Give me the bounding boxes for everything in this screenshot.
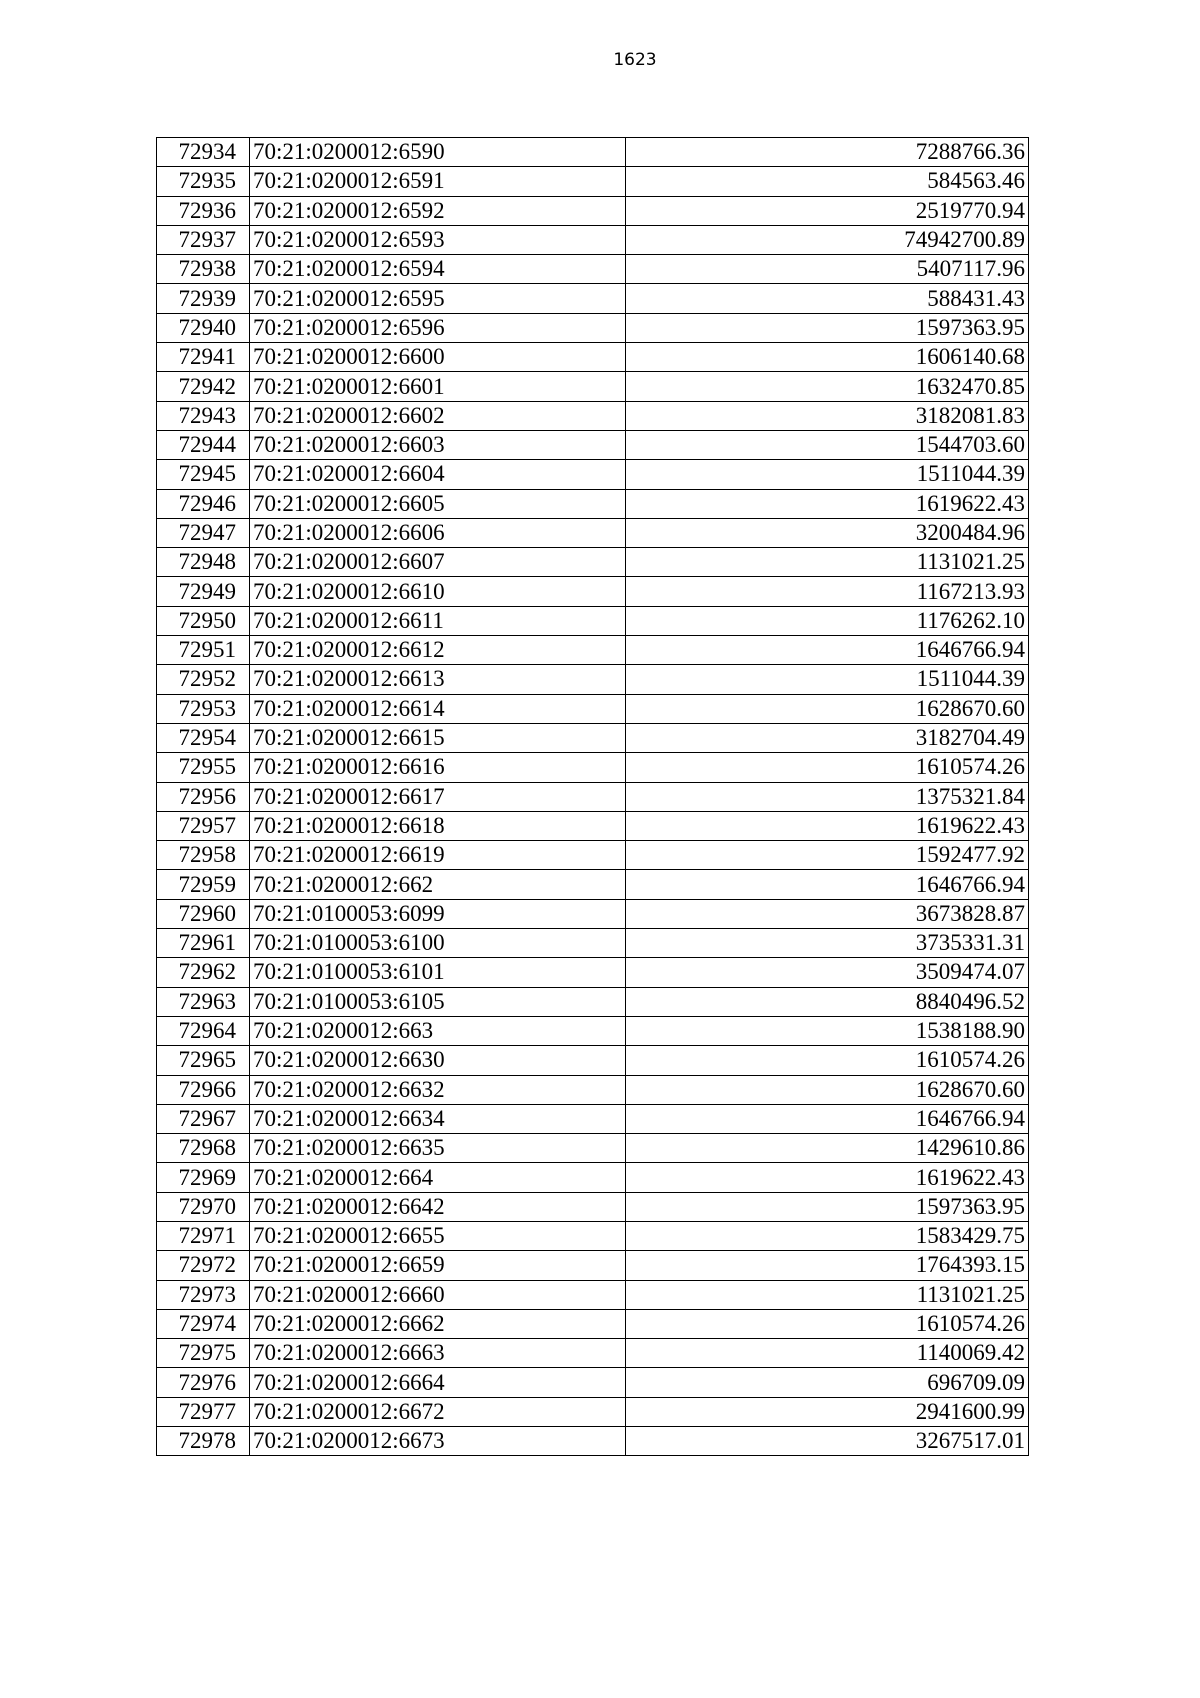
table-row	[157, 1251, 1029, 1280]
table-row	[157, 1134, 1029, 1163]
row-number-cell: 72938	[157, 255, 250, 284]
value-cell: 1597363.95	[626, 313, 1029, 342]
row-number-cell: 72964	[157, 1016, 250, 1045]
table-row	[157, 313, 1029, 342]
row-number-cell: 72936	[157, 196, 250, 225]
table-row	[157, 1339, 1029, 1368]
value-cell: 2941600.99	[626, 1397, 1029, 1426]
table-row	[157, 811, 1029, 840]
value-cell: 1606140.68	[626, 343, 1029, 372]
value-cell: 1176262.10	[626, 606, 1029, 635]
row-number-cell: 72978	[157, 1427, 250, 1456]
table-row	[157, 225, 1029, 254]
page-number: 1623	[613, 50, 657, 70]
table-row	[157, 929, 1029, 958]
row-number-cell: 72935	[157, 167, 250, 196]
value-cell: 3182704.49	[626, 723, 1029, 752]
table-row	[157, 167, 1029, 196]
value-cell: 1628670.60	[626, 1075, 1029, 1104]
value-cell: 1538188.90	[626, 1016, 1029, 1045]
cadastral-number-cell: 70:21:0200012:6592	[250, 196, 626, 225]
value-cell: 1167213.93	[626, 577, 1029, 606]
cadastral-number-cell: 70:21:0200012:6615	[250, 723, 626, 752]
cadastral-number-cell: 70:21:0200012:6590	[250, 138, 626, 167]
value-cell: 1619622.43	[626, 811, 1029, 840]
value-cell: 1511044.39	[626, 460, 1029, 489]
value-cell: 1544703.60	[626, 430, 1029, 459]
value-cell: 3200484.96	[626, 518, 1029, 547]
value-cell: 74942700.89	[626, 225, 1029, 254]
table-row	[157, 1309, 1029, 1338]
value-cell: 1619622.43	[626, 1163, 1029, 1192]
table-row	[157, 460, 1029, 489]
cadastral-value-table	[156, 137, 1029, 1456]
value-cell: 1610574.26	[626, 1309, 1029, 1338]
cadastral-number-cell: 70:21:0200012:6618	[250, 811, 626, 840]
row-number-cell: 72960	[157, 899, 250, 928]
value-cell: 584563.46	[626, 167, 1029, 196]
value-cell: 1610574.26	[626, 1046, 1029, 1075]
table-row	[157, 1192, 1029, 1221]
value-cell: 1429610.86	[626, 1134, 1029, 1163]
table-row	[157, 255, 1029, 284]
row-number-cell: 72959	[157, 870, 250, 899]
row-number-cell: 72965	[157, 1046, 250, 1075]
row-number-cell: 72957	[157, 811, 250, 840]
row-number-cell: 72953	[157, 694, 250, 723]
cadastral-number-cell: 70:21:0200012:6672	[250, 1397, 626, 1426]
row-number-cell: 72948	[157, 548, 250, 577]
table-row	[157, 841, 1029, 870]
row-number-cell: 72976	[157, 1368, 250, 1397]
value-cell: 3267517.01	[626, 1427, 1029, 1456]
table-row	[157, 138, 1029, 167]
row-number-cell: 72970	[157, 1192, 250, 1221]
table-row	[157, 1104, 1029, 1133]
value-cell: 7288766.36	[626, 138, 1029, 167]
table-row	[157, 1163, 1029, 1192]
table-row	[157, 1221, 1029, 1250]
value-cell: 1646766.94	[626, 636, 1029, 665]
row-number-cell: 72977	[157, 1397, 250, 1426]
row-number-cell: 72972	[157, 1251, 250, 1280]
cadastral-number-cell: 70:21:0200012:6617	[250, 782, 626, 811]
row-number-cell: 72966	[157, 1075, 250, 1104]
cadastral-number-cell: 70:21:0200012:6606	[250, 518, 626, 547]
table-row	[157, 401, 1029, 430]
table-row	[157, 518, 1029, 547]
table-row	[157, 899, 1029, 928]
value-cell: 8840496.52	[626, 987, 1029, 1016]
cadastral-number-cell: 70:21:0200012:6604	[250, 460, 626, 489]
cadastral-number-cell: 70:21:0200012:6600	[250, 343, 626, 372]
table-row	[157, 1280, 1029, 1309]
row-number-cell: 72962	[157, 958, 250, 987]
value-cell: 1619622.43	[626, 489, 1029, 518]
value-cell: 2519770.94	[626, 196, 1029, 225]
value-cell: 588431.43	[626, 284, 1029, 313]
cadastral-number-cell: 70:21:0200012:6664	[250, 1368, 626, 1397]
row-number-cell: 72945	[157, 460, 250, 489]
cadastral-number-cell: 70:21:0200012:6605	[250, 489, 626, 518]
row-number-cell: 72954	[157, 723, 250, 752]
cadastral-number-cell: 70:21:0200012:6612	[250, 636, 626, 665]
row-number-cell: 72934	[157, 138, 250, 167]
row-number-cell: 72941	[157, 343, 250, 372]
table-row	[157, 987, 1029, 1016]
row-number-cell: 72949	[157, 577, 250, 606]
cadastral-number-cell: 70:21:0200012:663	[250, 1016, 626, 1045]
cadastral-number-cell: 70:21:0200012:6673	[250, 1427, 626, 1456]
row-number-cell: 72956	[157, 782, 250, 811]
cadastral-number-cell: 70:21:0200012:6602	[250, 401, 626, 430]
value-cell: 3509474.07	[626, 958, 1029, 987]
cadastral-number-cell: 70:21:0200012:6603	[250, 430, 626, 459]
row-number-cell: 72950	[157, 606, 250, 635]
row-number-cell: 72963	[157, 987, 250, 1016]
table-row	[157, 430, 1029, 459]
table-row	[157, 343, 1029, 372]
value-cell: 1646766.94	[626, 870, 1029, 899]
table-row	[157, 1046, 1029, 1075]
table-row	[157, 372, 1029, 401]
value-cell: 5407117.96	[626, 255, 1029, 284]
value-cell: 1592477.92	[626, 841, 1029, 870]
cadastral-number-cell: 70:21:0200012:6595	[250, 284, 626, 313]
value-cell: 1140069.42	[626, 1339, 1029, 1368]
cadastral-number-cell: 70:21:0200012:6659	[250, 1251, 626, 1280]
cadastral-number-cell: 70:21:0200012:6635	[250, 1134, 626, 1163]
value-cell: 1511044.39	[626, 665, 1029, 694]
value-cell: 3673828.87	[626, 899, 1029, 928]
cadastral-number-cell: 70:21:0200012:6594	[250, 255, 626, 284]
row-number-cell: 72968	[157, 1134, 250, 1163]
value-cell: 1646766.94	[626, 1104, 1029, 1133]
table-row	[157, 284, 1029, 313]
row-number-cell: 72967	[157, 1104, 250, 1133]
cadastral-number-cell: 70:21:0200012:6634	[250, 1104, 626, 1133]
table-row	[157, 1368, 1029, 1397]
row-number-cell: 72946	[157, 489, 250, 518]
table-row	[157, 636, 1029, 665]
cadastral-number-cell: 70:21:0200012:6596	[250, 313, 626, 342]
row-number-cell: 72974	[157, 1309, 250, 1338]
cadastral-number-cell: 70:21:0200012:6610	[250, 577, 626, 606]
value-cell: 3182081.83	[626, 401, 1029, 430]
table-row	[157, 1075, 1029, 1104]
cadastral-number-cell: 70:21:0200012:6655	[250, 1221, 626, 1250]
table-row	[157, 577, 1029, 606]
table-body	[157, 138, 1029, 1456]
table-row	[157, 606, 1029, 635]
table-row	[157, 753, 1029, 782]
table-row	[157, 782, 1029, 811]
row-number-cell: 72975	[157, 1339, 250, 1368]
cadastral-number-cell: 70:21:0200012:6614	[250, 694, 626, 723]
table-row	[157, 723, 1029, 752]
table-row	[157, 548, 1029, 577]
row-number-cell: 72952	[157, 665, 250, 694]
row-number-cell: 72971	[157, 1221, 250, 1250]
value-cell: 1597363.95	[626, 1192, 1029, 1221]
table-row	[157, 1016, 1029, 1045]
cadastral-number-cell: 70:21:0200012:6663	[250, 1339, 626, 1368]
cadastral-number-cell: 70:21:0200012:6601	[250, 372, 626, 401]
cadastral-number-cell: 70:21:0200012:6619	[250, 841, 626, 870]
cadastral-number-cell: 70:21:0200012:6616	[250, 753, 626, 782]
row-number-cell: 72961	[157, 929, 250, 958]
value-cell: 1610574.26	[626, 753, 1029, 782]
row-number-cell: 72939	[157, 284, 250, 313]
row-number-cell: 72937	[157, 225, 250, 254]
row-number-cell: 72955	[157, 753, 250, 782]
cadastral-number-cell: 70:21:0100053:6101	[250, 958, 626, 987]
row-number-cell: 72944	[157, 430, 250, 459]
cadastral-number-cell: 70:21:0200012:6660	[250, 1280, 626, 1309]
cadastral-number-cell: 70:21:0200012:664	[250, 1163, 626, 1192]
value-cell: 3735331.31	[626, 929, 1029, 958]
row-number-cell: 72942	[157, 372, 250, 401]
value-cell: 1632470.85	[626, 372, 1029, 401]
value-cell: 1131021.25	[626, 1280, 1029, 1309]
cadastral-number-cell: 70:21:0200012:6632	[250, 1075, 626, 1104]
cadastral-number-cell: 70:21:0100053:6100	[250, 929, 626, 958]
table-row	[157, 694, 1029, 723]
row-number-cell: 72943	[157, 401, 250, 430]
table-row	[157, 665, 1029, 694]
value-cell: 1583429.75	[626, 1221, 1029, 1250]
cadastral-number-cell: 70:21:0200012:6591	[250, 167, 626, 196]
row-number-cell: 72951	[157, 636, 250, 665]
cadastral-number-cell: 70:21:0200012:6593	[250, 225, 626, 254]
cadastral-number-cell: 70:21:0200012:6611	[250, 606, 626, 635]
value-cell: 1131021.25	[626, 548, 1029, 577]
table-row	[157, 958, 1029, 987]
value-cell: 696709.09	[626, 1368, 1029, 1397]
row-number-cell: 72969	[157, 1163, 250, 1192]
value-cell: 1764393.15	[626, 1251, 1029, 1280]
row-number-cell: 72958	[157, 841, 250, 870]
cadastral-number-cell: 70:21:0200012:6613	[250, 665, 626, 694]
value-cell: 1375321.84	[626, 782, 1029, 811]
table-row	[157, 1427, 1029, 1456]
cadastral-number-cell: 70:21:0100053:6099	[250, 899, 626, 928]
value-cell: 1628670.60	[626, 694, 1029, 723]
cadastral-number-cell: 70:21:0200012:6607	[250, 548, 626, 577]
cadastral-number-cell: 70:21:0100053:6105	[250, 987, 626, 1016]
cadastral-number-cell: 70:21:0200012:6662	[250, 1309, 626, 1338]
cadastral-number-cell: 70:21:0200012:662	[250, 870, 626, 899]
cadastral-number-cell: 70:21:0200012:6630	[250, 1046, 626, 1075]
row-number-cell: 72973	[157, 1280, 250, 1309]
table-row	[157, 870, 1029, 899]
table-row	[157, 489, 1029, 518]
row-number-cell: 72947	[157, 518, 250, 547]
row-number-cell: 72940	[157, 313, 250, 342]
table-row	[157, 1397, 1029, 1426]
table-row	[157, 196, 1029, 225]
cadastral-number-cell: 70:21:0200012:6642	[250, 1192, 626, 1221]
